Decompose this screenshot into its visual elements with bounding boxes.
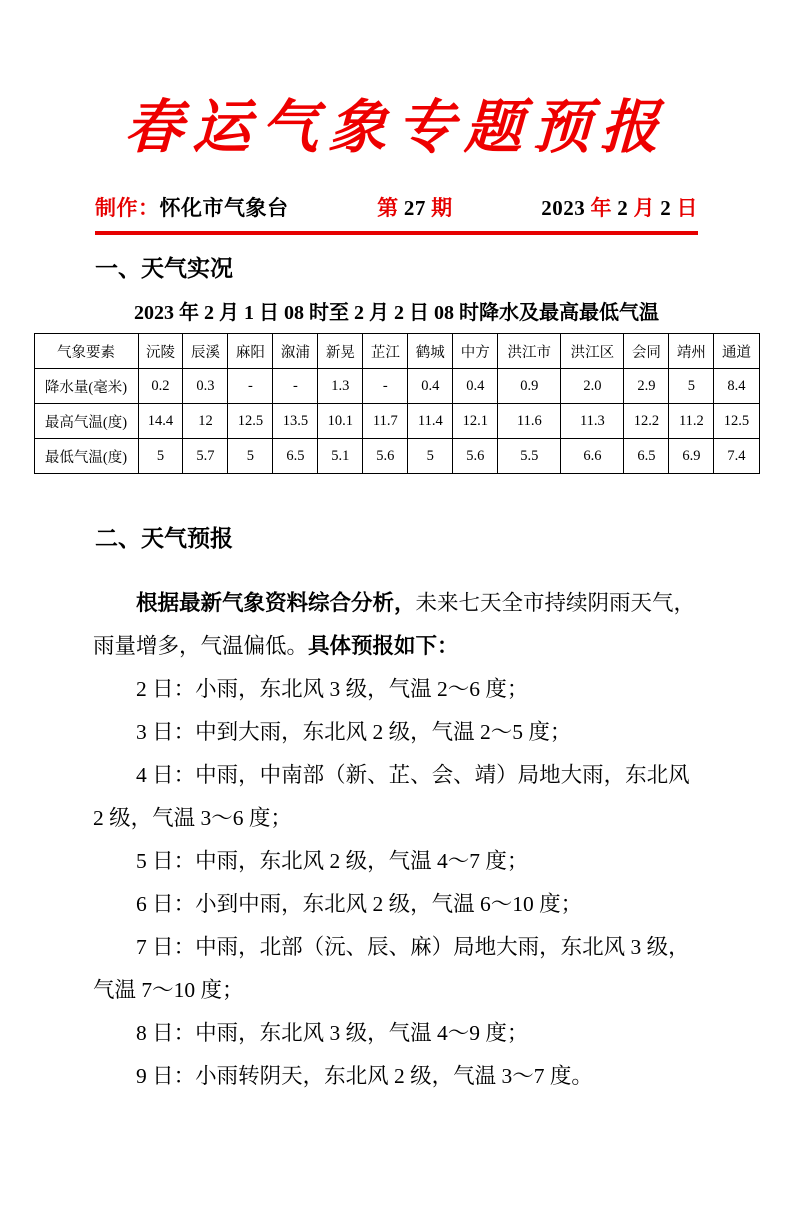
table-row bbox=[34, 404, 759, 439]
issue-suffix: 期 bbox=[431, 196, 453, 221]
forecast-line: 4 日：中雨，中南部（新、芷、会、靖）局地大雨，东北风 2 级，气温 3～6 度； bbox=[93, 763, 690, 831]
date-month-unit: 月 bbox=[633, 196, 655, 221]
forecast-line: 2 日：小雨，东北风 3 级，气温 2～6 度； bbox=[136, 677, 529, 702]
table-header-cell: 中方 bbox=[453, 334, 498, 369]
table-cell: 0.3 bbox=[183, 369, 228, 404]
forecast-intro-paragraph bbox=[93, 582, 700, 668]
page-title: 春运气象专题预报 bbox=[123, 95, 670, 160]
table-cell: 11.7 bbox=[363, 404, 408, 439]
table-cell: - bbox=[228, 369, 273, 404]
table-cell: 11.6 bbox=[498, 404, 561, 439]
table-cell: 12 bbox=[183, 404, 228, 439]
table-header-cell: 气象要素 bbox=[34, 334, 138, 369]
weather-observation-table bbox=[34, 333, 760, 474]
table-body bbox=[34, 369, 759, 474]
table-cell: 6.9 bbox=[669, 439, 714, 474]
table-cell: 5.1 bbox=[318, 439, 363, 474]
table-row-label: 最低气温(度) bbox=[34, 439, 138, 474]
table-header-cell: 沅陵 bbox=[138, 334, 183, 369]
table-cell: 14.4 bbox=[138, 404, 183, 439]
table-cell: 2.9 bbox=[624, 369, 669, 404]
table-cell: 6.5 bbox=[624, 439, 669, 474]
section-2-heading: 二、天气预报 bbox=[95, 525, 233, 552]
table-header-cell: 溆浦 bbox=[273, 334, 318, 369]
forecast-lines bbox=[93, 668, 700, 1098]
table-cell: 12.5 bbox=[228, 404, 273, 439]
table-cell: 11.3 bbox=[561, 404, 624, 439]
table-header-cell: 麻阳 bbox=[228, 334, 273, 369]
date-year-unit: 年 bbox=[590, 196, 612, 221]
weather-table-title: 2023 年 2 月 1 日 08 时至 2 月 2 日 08 时降水及最高最低气温 bbox=[134, 302, 659, 325]
table-cell: 5.5 bbox=[498, 439, 561, 474]
table-cell: 5 bbox=[408, 439, 453, 474]
section-1-heading: 一、天气实况 bbox=[95, 255, 233, 282]
table-cell: 5.6 bbox=[363, 439, 408, 474]
date-year: 2023 bbox=[541, 196, 586, 221]
date-month: 2 bbox=[617, 196, 629, 221]
producer-value: 怀化市气象台 bbox=[159, 196, 289, 221]
table-cell: 5 bbox=[669, 369, 714, 404]
table-row bbox=[34, 439, 759, 474]
table-cell: 11.4 bbox=[408, 404, 453, 439]
table-cell: 8.4 bbox=[714, 369, 759, 404]
forecast-line: 3 日：中到大雨，东北风 2 级，气温 2～5 度； bbox=[136, 720, 572, 745]
table-cell: - bbox=[363, 369, 408, 404]
producer-label: 制作： bbox=[95, 196, 160, 221]
table-cell: - bbox=[273, 369, 318, 404]
masthead-meta-row bbox=[95, 192, 698, 235]
table-row bbox=[34, 369, 759, 404]
table-header-cell: 洪江区 bbox=[561, 334, 624, 369]
forecast-line: 9 日：小雨转阴天，东北风 2 级，气温 3～7 度。 bbox=[136, 1064, 593, 1089]
forecast-line: 8 日：中雨，东北风 3 级，气温 4～9 度； bbox=[136, 1021, 529, 1046]
intro-segment: 未来七天全市持续阴雨天气，雨量增多，气温偏低。 bbox=[93, 591, 696, 659]
date-day-unit: 日 bbox=[676, 196, 698, 221]
issue-date bbox=[541, 192, 698, 222]
table-cell: 6.6 bbox=[561, 439, 624, 474]
table-cell: 0.2 bbox=[138, 369, 183, 404]
table-cell: 13.5 bbox=[273, 404, 318, 439]
table-header-cell: 新晃 bbox=[318, 334, 363, 369]
table-header-cell: 靖州 bbox=[669, 334, 714, 369]
table-row-label: 降水量(毫米) bbox=[34, 369, 138, 404]
table-header-cell: 会同 bbox=[624, 334, 669, 369]
bulletin-page bbox=[0, 86, 793, 1208]
table-cell: 5 bbox=[138, 439, 183, 474]
issue-prefix: 第 bbox=[377, 196, 399, 221]
table-cell: 0.4 bbox=[453, 369, 498, 404]
table-cell: 5.6 bbox=[453, 439, 498, 474]
table-header-cell: 辰溪 bbox=[183, 334, 228, 369]
table-header-cell: 芷江 bbox=[363, 334, 408, 369]
table-header-row bbox=[34, 334, 759, 369]
issue-number bbox=[377, 192, 453, 222]
table-cell: 5.7 bbox=[183, 439, 228, 474]
producer bbox=[95, 192, 289, 222]
table-header-cell: 鹤城 bbox=[408, 334, 453, 369]
table-header-cell: 通道 bbox=[714, 334, 759, 369]
forecast-line: 7 日：中雨，北部（沅、辰、麻）局地大雨，东北风 3 级，气温 7～10 度； bbox=[93, 935, 690, 1003]
table-cell: 10.1 bbox=[318, 404, 363, 439]
intro-segment: 根据最新气象资料综合分析， bbox=[136, 591, 416, 616]
table-cell: 12.1 bbox=[453, 404, 498, 439]
intro-segment: 具体预报如下： bbox=[308, 634, 459, 659]
table-cell: 11.2 bbox=[669, 404, 714, 439]
table-cell: 0.4 bbox=[408, 369, 453, 404]
forecast-body bbox=[93, 582, 700, 1098]
table-cell: 5 bbox=[228, 439, 273, 474]
forecast-line: 5 日：中雨，东北风 2 级，气温 4～7 度； bbox=[136, 849, 529, 874]
date-day: 2 bbox=[660, 196, 672, 221]
table-cell: 12.2 bbox=[624, 404, 669, 439]
table-cell: 6.5 bbox=[273, 439, 318, 474]
table-row-label: 最高气温(度) bbox=[34, 404, 138, 439]
table-cell: 1.3 bbox=[318, 369, 363, 404]
table-header-cell: 洪江市 bbox=[498, 334, 561, 369]
table-cell: 0.9 bbox=[498, 369, 561, 404]
table-cell: 2.0 bbox=[561, 369, 624, 404]
table-cell: 7.4 bbox=[714, 439, 759, 474]
forecast-line: 6 日：小到中雨，东北风 2 级，气温 6～10 度； bbox=[136, 892, 583, 917]
issue-value: 27 bbox=[403, 196, 426, 221]
table-cell: 12.5 bbox=[714, 404, 759, 439]
